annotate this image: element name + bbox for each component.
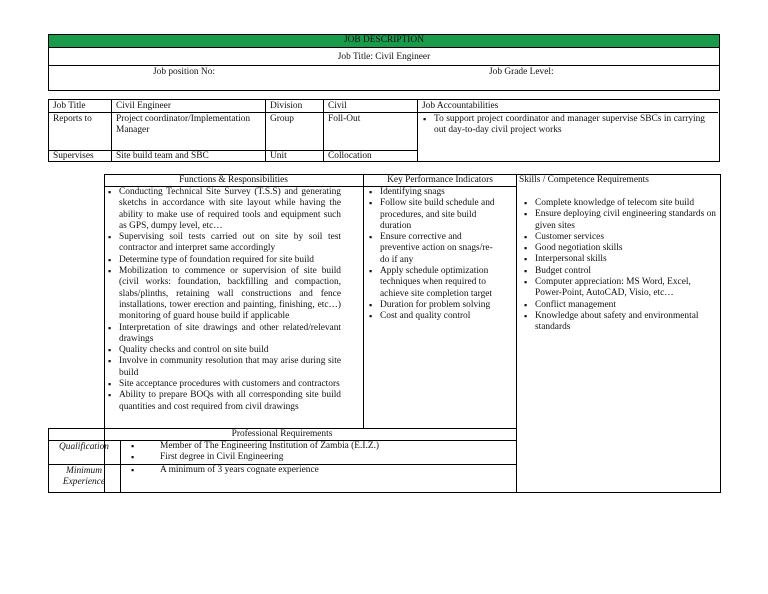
function-item: ▪ Site acceptance procedures with customers and contractors <box>105 379 341 390</box>
unit-label: Unit <box>270 151 287 161</box>
accountabilities-label: Job Accountabilities <box>422 101 499 111</box>
division-value: Civil <box>328 101 347 111</box>
job-title-text: Job Title: Civil Engineer <box>337 52 431 62</box>
kpi-item: ▪ Duration for problem solving <box>366 300 498 311</box>
accountability-item: ▪ To support project coordinator and manager supervise SBCs in carrying out day-to-day civil project works <box>420 114 705 137</box>
qualification-item: ▪ Member of The Engineering Institution of Zambia (E.I.Z.) <box>128 441 513 452</box>
professional-header: Professional Requirements <box>231 429 333 439</box>
skill-item: ▪ Computer appreciation: MS Word, Excel, Power-Point, AutoCAD, Visio, etc… <box>521 277 717 300</box>
experience-list <box>128 465 513 476</box>
skill-item: ▪ Customer services <box>521 232 717 243</box>
skill-item: ▪ Budget control <box>521 266 717 277</box>
job-title-label: Job Title <box>53 101 86 111</box>
function-item: ▪ Conducting Technical Site Survey (T.S.S) and generating sketchs in accordance with site layout while having the ability to make use of required tools and equipment such as GPS, dumpy level, etc… <box>105 187 341 232</box>
function-item: ▪ Ability to prepare BOQs with all corresponding site build quantities and cost required from civil drawings <box>105 390 341 413</box>
group-value: Foll-Out <box>328 114 361 124</box>
position-grade-row <box>48 65 720 91</box>
qualification-label: Qualification <box>59 442 109 452</box>
skill-item: ▪ Good negotiation skills <box>521 243 717 254</box>
function-item: ▪ Quality checks and control on site build <box>105 345 341 356</box>
skill-item: ▪ Knowledge about safety and environmental standards <box>521 311 717 334</box>
experience-label: Minimum Experience <box>62 466 106 487</box>
unit-value: Collocation <box>328 151 372 161</box>
reports-to-label: Reports to <box>53 114 92 124</box>
reports-to-value: Project coordinator/Implementation Manager <box>116 114 251 135</box>
function-item: ▪ Determine type of foundation required for site build <box>105 255 341 266</box>
division-label: Division <box>270 101 303 111</box>
skill-item: ▪ Conflict management <box>521 300 717 311</box>
skill-item: ▪ Interpersonal skills <box>521 254 717 265</box>
supervises-label: Supervises <box>53 151 94 161</box>
accountabilities-list <box>420 114 705 137</box>
kpi-item: ▪ Follow site build schedule and procedures, and site build duration <box>366 198 498 232</box>
qualification-list <box>128 441 513 464</box>
functions-header: Functions & Responsibilities <box>179 175 288 185</box>
job-description-banner <box>48 34 720 48</box>
job-position-no: Job position No: <box>153 67 215 77</box>
kpi-item: ▪ Apply schedule optimization techniques when required to achieve site completion target <box>366 266 498 300</box>
group-label: Group <box>270 114 294 124</box>
kpi-item: ▪ Identifying snags <box>366 187 498 198</box>
job-title-value: Civil Engineer <box>116 101 171 111</box>
kpi-header: Key Performance Indicators <box>387 175 493 185</box>
skills-header: Skills / Competence Requirements <box>519 175 649 185</box>
skills-list <box>521 198 717 334</box>
job-grade-level: Job Grade Level: <box>489 67 554 77</box>
kpi-item: ▪ Ensure corrective and preventive action on snags/re-do if any <box>366 232 498 266</box>
job-title-row <box>48 48 720 66</box>
function-item: ▪ Supervising soil tests carried out on site by soil test contractor and interpret same accordingly <box>105 232 341 255</box>
function-item: ▪ Involve in community resolution that may arise during site build <box>105 356 341 379</box>
supervises-value: Site build team and SBC <box>116 151 209 161</box>
skill-item: ▪ Ensure deploying civil engineering standards on given sites <box>521 209 717 232</box>
skill-item: ▪ Complete knowledge of telecom site build <box>521 198 717 209</box>
functions-list <box>105 187 341 413</box>
banner-title: JOB DESCRIPTION <box>344 35 424 45</box>
function-item: ▪ Mobilization to commence or supervision of site build (civil works: foundation, backfilling and compaction, slabs/plinths, retaining wall constructions and fence installations, tower erection and painting, finishing, etc…) monitoring of guard house build if applicable <box>105 266 341 322</box>
qualification-item: ▪ First degree in Civil Engineering <box>128 452 513 463</box>
function-item: ▪ Interpretation of site drawings and other related/relevant drawings <box>105 323 341 346</box>
experience-item: ▪ A minimum of 3 years cognate experience <box>128 465 513 476</box>
kpi-item: ▪ Cost and quality control <box>366 311 498 322</box>
kpi-list <box>366 187 498 323</box>
